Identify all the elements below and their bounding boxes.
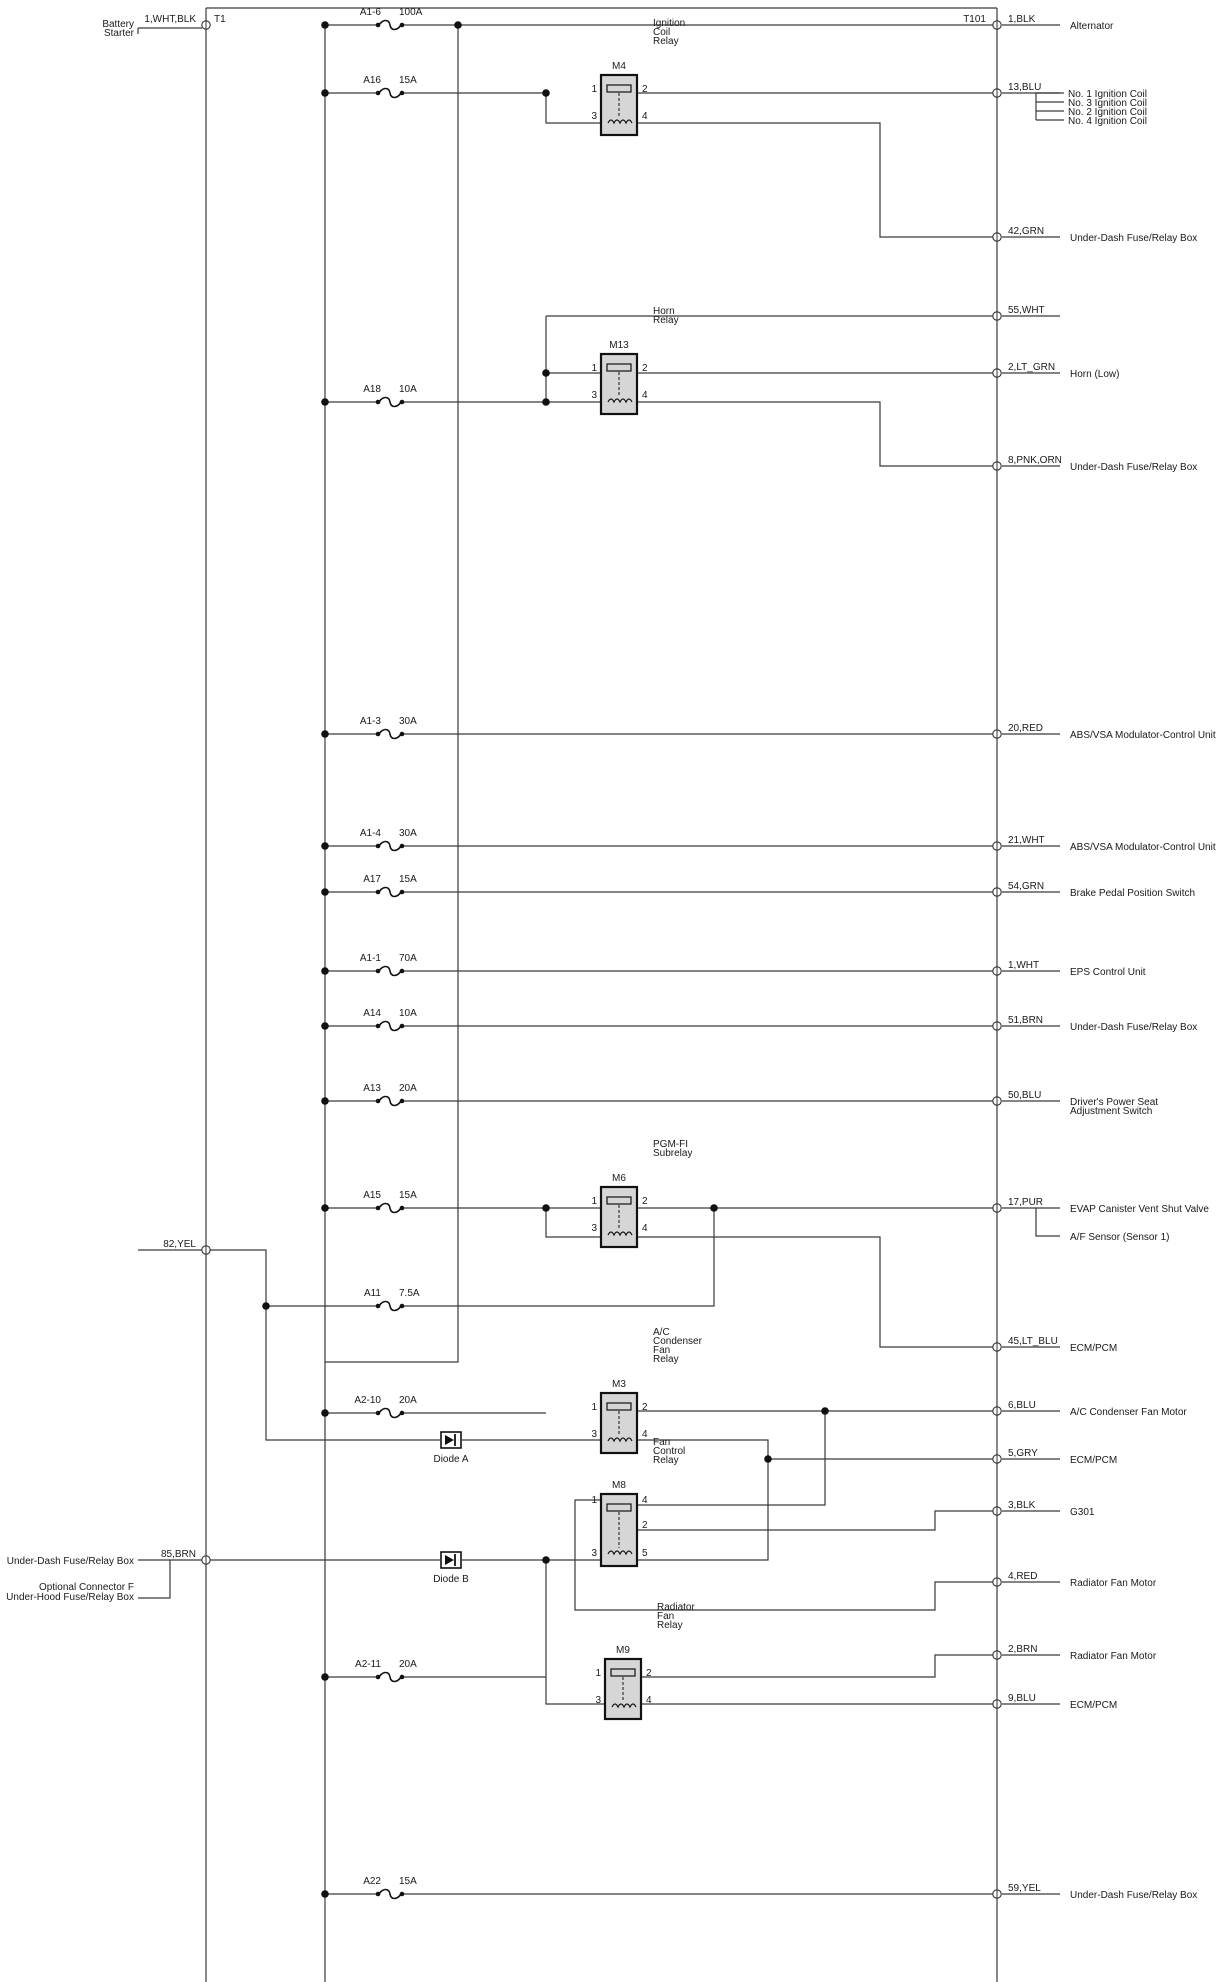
splice-node <box>321 21 329 29</box>
right-dest: Horn (Low) <box>1070 369 1120 380</box>
left-dest: Starter <box>103 28 134 39</box>
relay-pin: 4 <box>642 111 648 122</box>
relay-pin: 3 <box>591 1429 597 1440</box>
relay-pin: 3 <box>595 1695 601 1706</box>
right-connector-13 <box>993 1204 1001 1212</box>
fuse-id: A1-4 <box>359 828 381 839</box>
fuse-id: A2-11 <box>355 1659 381 1670</box>
fuse-rating: 15A <box>399 75 417 86</box>
fuse-id: A17 <box>363 874 381 885</box>
relay-name-line: Relay <box>653 36 679 47</box>
splice-node <box>542 1204 550 1212</box>
splice-node <box>321 888 329 896</box>
right-connector-5 <box>993 369 1001 377</box>
right-dest: No. 3 Ignition Coil <box>1068 98 1147 109</box>
splice-node <box>262 1302 270 1310</box>
a11-loop-wire <box>325 1208 714 1306</box>
relay-pin: 1 <box>591 1402 597 1413</box>
right-connector-12 <box>993 1097 1001 1105</box>
fuse-rating: 7.5A <box>399 1288 420 1299</box>
splice-node <box>321 1673 329 1681</box>
splice-node <box>321 730 329 738</box>
right-dest: Radiator Fan Motor <box>1070 1578 1157 1589</box>
right-connector-pin: 3,BLK <box>1008 1500 1036 1511</box>
relay-pin: 2 <box>642 84 648 95</box>
left-dest: Under-Dash Fuse/Relay Box <box>6 1556 134 1567</box>
relay-pin: 1 <box>591 1196 597 1207</box>
right-dest: Under-Dash Fuse/Relay Box <box>1070 233 1198 244</box>
fuse-id: A22 <box>363 1876 381 1887</box>
relay-M8 <box>601 1494 637 1566</box>
right-dest: EPS Control Unit <box>1070 967 1146 978</box>
fuse-A18 <box>376 398 405 407</box>
diode-b <box>441 1552 461 1568</box>
fuse-rating: 15A <box>399 1190 417 1201</box>
relay-M3 <box>601 1393 637 1453</box>
right-connector-pin: 4,RED <box>1008 1571 1038 1582</box>
relay-name-line: Control <box>653 1446 686 1457</box>
right-connector-8 <box>993 842 1001 850</box>
fuse-id: A1-1 <box>359 953 381 964</box>
left-dest: Under-Hood Fuse/Relay Box <box>6 1592 134 1603</box>
splice-node <box>321 1097 329 1105</box>
relay-pin: 2 <box>642 1520 648 1531</box>
fuse-rating: 20A <box>399 1083 417 1094</box>
right-dest: ECM/PCM <box>1070 1343 1118 1354</box>
right-connector-15 <box>993 1407 1001 1415</box>
right-connector-pin: 9,BLU <box>1008 1693 1036 1704</box>
splice-node <box>321 967 329 975</box>
right-connector-pin: 45,LT_BLU <box>1008 1336 1058 1347</box>
right-dest: ECM/PCM <box>1070 1700 1118 1711</box>
fuse-rating: 30A <box>399 828 417 839</box>
relay-name-line: Relay <box>653 1354 679 1365</box>
relay-name-line: PGM-FI <box>653 1139 688 1150</box>
right-connector-17 <box>993 1507 1001 1515</box>
right-dest: G301 <box>1070 1507 1095 1518</box>
fuse-A13 <box>376 1097 405 1106</box>
relay-id: M8 <box>612 1480 626 1491</box>
left-connector-1 <box>202 21 210 29</box>
diode-a <box>441 1432 461 1448</box>
right-connector-21 <box>993 1890 1001 1898</box>
right-dest: ABS/VSA Modulator-Control Unit <box>1070 842 1216 853</box>
fuse-A11 <box>376 1302 405 1311</box>
splice-node <box>542 398 550 406</box>
m6-output-wire <box>637 1237 997 1347</box>
fuse-rating: 20A <box>399 1659 417 1670</box>
fuse-id: A14 <box>363 1008 381 1019</box>
relay-name-line: Fan <box>657 1611 675 1622</box>
right-connector-pin: 1,WHT <box>1008 960 1040 971</box>
relay-pin: 3 <box>591 390 597 401</box>
splice-node <box>321 1409 329 1417</box>
relay-name-line: A/C <box>653 1327 670 1338</box>
relay-M6 <box>601 1187 637 1247</box>
left-dest: Optional Connector F <box>38 1582 134 1593</box>
splice-node <box>321 1204 329 1212</box>
right-connector-pin: 59,YEL <box>1008 1883 1041 1894</box>
fuse-A1-3 <box>376 730 405 739</box>
right-connector-10 <box>993 967 1001 975</box>
fuse-id: A1-6 <box>359 7 381 18</box>
left-connector-pin: 1,WHT,BLK <box>144 14 196 25</box>
right-connector-pin: 1,BLK <box>1008 14 1036 25</box>
fuse-rating: 15A <box>399 874 417 885</box>
fuse-A1-1 <box>376 967 405 976</box>
relay-pin: 2 <box>642 1196 648 1207</box>
fuse-A2-11 <box>376 1673 405 1682</box>
relay-id: M13 <box>609 340 629 351</box>
fuse-id: A15 <box>363 1190 381 1201</box>
relay-pin: 1 <box>591 363 597 374</box>
relay-pin: 4 <box>642 390 648 401</box>
right-connector-1 <box>993 21 1001 29</box>
fuse-A1-6 <box>376 21 405 30</box>
right-dest: Driver's Power Seat <box>1070 1097 1159 1108</box>
diode-label: Diode A <box>433 1454 469 1465</box>
right-connector-14 <box>993 1343 1001 1351</box>
splice-node <box>454 21 462 29</box>
right-connector-6 <box>993 462 1001 470</box>
right-connector-18 <box>993 1578 1001 1586</box>
right-dest: A/F Sensor (Sensor 1) <box>1070 1232 1170 1243</box>
right-connector-19 <box>993 1651 1001 1659</box>
relay-id: M6 <box>612 1173 626 1184</box>
right-lead-wire <box>1036 1208 1060 1236</box>
right-connector-pin: 51,BRN <box>1008 1015 1044 1026</box>
right-connector-pin: 17,PUR <box>1008 1197 1044 1208</box>
relay-name-line: Condenser <box>653 1336 702 1347</box>
right-connector-pin: 6,BLU <box>1008 1400 1036 1411</box>
relay-name-line: Relay <box>653 315 679 326</box>
relay-pin: 2 <box>642 363 648 374</box>
relay-id: M4 <box>612 61 626 72</box>
right-connector-3 <box>993 233 1001 241</box>
left-dest: Battery <box>102 19 134 30</box>
right-connector-pin: 5,GRY <box>1008 1448 1038 1459</box>
relay-id: M9 <box>616 1645 630 1656</box>
relay-pin: 4 <box>646 1695 652 1706</box>
fuse-rating: 20A <box>399 1395 417 1406</box>
fuse-rating: 30A <box>399 716 417 727</box>
m13-output-wire <box>637 402 997 466</box>
right-connector-pin: 21,WHT <box>1008 835 1045 846</box>
splice-node <box>764 1455 772 1463</box>
relay-pin: 4 <box>642 1429 648 1440</box>
right-dest: EVAP Canister Vent Shut Valve <box>1070 1204 1209 1215</box>
m8-pin1-wire <box>575 1500 997 1610</box>
fuse-rating: 10A <box>399 384 417 395</box>
right-dest: Brake Pedal Position Switch <box>1070 888 1196 899</box>
fuse-id: A18 <box>363 384 381 395</box>
right-dest: ECM/PCM <box>1070 1455 1118 1466</box>
m9-pin2-wire <box>641 1655 997 1677</box>
fuse-id: A13 <box>363 1083 381 1094</box>
left-connector-2 <box>202 1246 210 1254</box>
relay-pin: 5 <box>642 1548 648 1559</box>
relay-M4 <box>601 75 637 135</box>
right-dest: Under-Dash Fuse/Relay Box <box>1070 1890 1198 1901</box>
right-connector-7 <box>993 730 1001 738</box>
splice-node <box>710 1204 718 1212</box>
splice-node <box>542 89 550 97</box>
relay-name-line: Relay <box>653 1455 679 1466</box>
right-connector-pin: 55,WHT <box>1008 305 1045 316</box>
right-connector-4 <box>993 312 1001 320</box>
right-dest: Alternator <box>1070 21 1114 32</box>
diode-label: Diode B <box>433 1574 469 1585</box>
right-connector-pin: 20,RED <box>1008 723 1044 734</box>
relay-id: M3 <box>612 1379 626 1390</box>
splice-node <box>542 1556 550 1564</box>
splice-node <box>321 398 329 406</box>
fuse-id: A11 <box>363 1288 381 1299</box>
relay-M9 <box>605 1659 641 1719</box>
terminal-label: T1 <box>214 14 226 25</box>
brn-85-lead-wire <box>138 1560 170 1598</box>
right-dest: A/C Condenser Fan Motor <box>1070 1407 1187 1418</box>
right-connector-2 <box>993 89 1001 97</box>
splice-node <box>321 1022 329 1030</box>
splice-node <box>321 1890 329 1898</box>
relay-pin: 3 <box>591 1223 597 1234</box>
right-dest: No. 1 Ignition Coil <box>1068 89 1147 100</box>
relay-name-line: Coil <box>653 27 671 38</box>
right-dest: Under-Dash Fuse/Relay Box <box>1070 462 1198 473</box>
splice-node <box>542 369 550 377</box>
relay-pin: 3 <box>591 111 597 122</box>
fuse-id: A2-10 <box>354 1395 381 1406</box>
right-connector-pin: 42,GRN <box>1008 226 1045 237</box>
relay-name-line: Fan <box>653 1437 671 1448</box>
right-connector-pin: 50,BLU <box>1008 1090 1042 1101</box>
relay-pin: 4 <box>642 1495 648 1506</box>
relay-name-line: Relay <box>657 1620 683 1631</box>
fuse-A16 <box>376 89 405 98</box>
fuse-A14 <box>376 1022 405 1031</box>
relay-pin: 3 <box>591 1548 597 1559</box>
left-connector-pin: 82,YEL <box>163 1239 196 1250</box>
right-connector-pin: 8,PNK,ORN <box>1008 455 1062 466</box>
right-dest: No. 2 Ignition Coil <box>1068 107 1147 118</box>
relay-pin: 1 <box>595 1668 601 1679</box>
right-dest: No. 4 Ignition Coil <box>1068 116 1147 127</box>
relay-pin: 1 <box>591 84 597 95</box>
left-connector-3 <box>202 1556 210 1564</box>
fuse-A2-10 <box>376 1409 405 1418</box>
fuse-A22 <box>376 1890 405 1899</box>
right-connector-20 <box>993 1700 1001 1708</box>
right-connector-11 <box>993 1022 1001 1030</box>
right-connector-16 <box>993 1455 1001 1463</box>
fuse-rating: 100A <box>399 7 423 18</box>
fuse-rating: 10A <box>399 1008 417 1019</box>
splice-node <box>821 1407 829 1415</box>
fuse-A1-4 <box>376 842 405 851</box>
terminal-label: T101 <box>963 14 986 25</box>
right-connector-9 <box>993 888 1001 896</box>
fuse-A15 <box>376 1204 405 1213</box>
right-connector-pin: 54,GRN <box>1008 881 1045 892</box>
relay-pin: 2 <box>646 1668 652 1679</box>
relay-name-line: Ignition <box>653 18 686 29</box>
right-dest: ABS/VSA Modulator-Control Unit <box>1070 730 1216 741</box>
right-connector-pin: 2,BRN <box>1008 1644 1038 1655</box>
relay-pin: 1 <box>591 1495 597 1506</box>
right-dest: Radiator Fan Motor <box>1070 1651 1157 1662</box>
relay-name-line: Horn <box>653 306 675 317</box>
right-connector-pin: 13,BLU <box>1008 82 1042 93</box>
splice-node <box>321 89 329 97</box>
fuse-rating: 15A <box>399 1876 417 1887</box>
relay-pin: 4 <box>642 1223 648 1234</box>
right-connector-pin: 2,LT_GRN <box>1008 362 1056 373</box>
relay-pin: 2 <box>642 1402 648 1413</box>
relay-name-line: Fan <box>653 1345 671 1356</box>
relay-M13 <box>601 354 637 414</box>
fuse-A17 <box>376 888 405 897</box>
fuse-rating: 70A <box>399 953 417 964</box>
m8-pin2-wire <box>637 1511 997 1530</box>
fuse-id: A1-3 <box>359 716 381 727</box>
left-connector-pin: 85,BRN <box>160 1549 196 1560</box>
relay-name-line: Subrelay <box>653 1148 693 1159</box>
splice-node <box>321 842 329 850</box>
alternator-bus-wire <box>325 25 458 1362</box>
right-dest: Under-Dash Fuse/Relay Box <box>1070 1022 1198 1033</box>
right-dest: Adjustment Switch <box>1070 1106 1153 1117</box>
relay-name-line: Radiator <box>657 1602 695 1613</box>
m4-coil-output-wire <box>637 123 997 237</box>
fuse-id: A16 <box>363 75 381 86</box>
